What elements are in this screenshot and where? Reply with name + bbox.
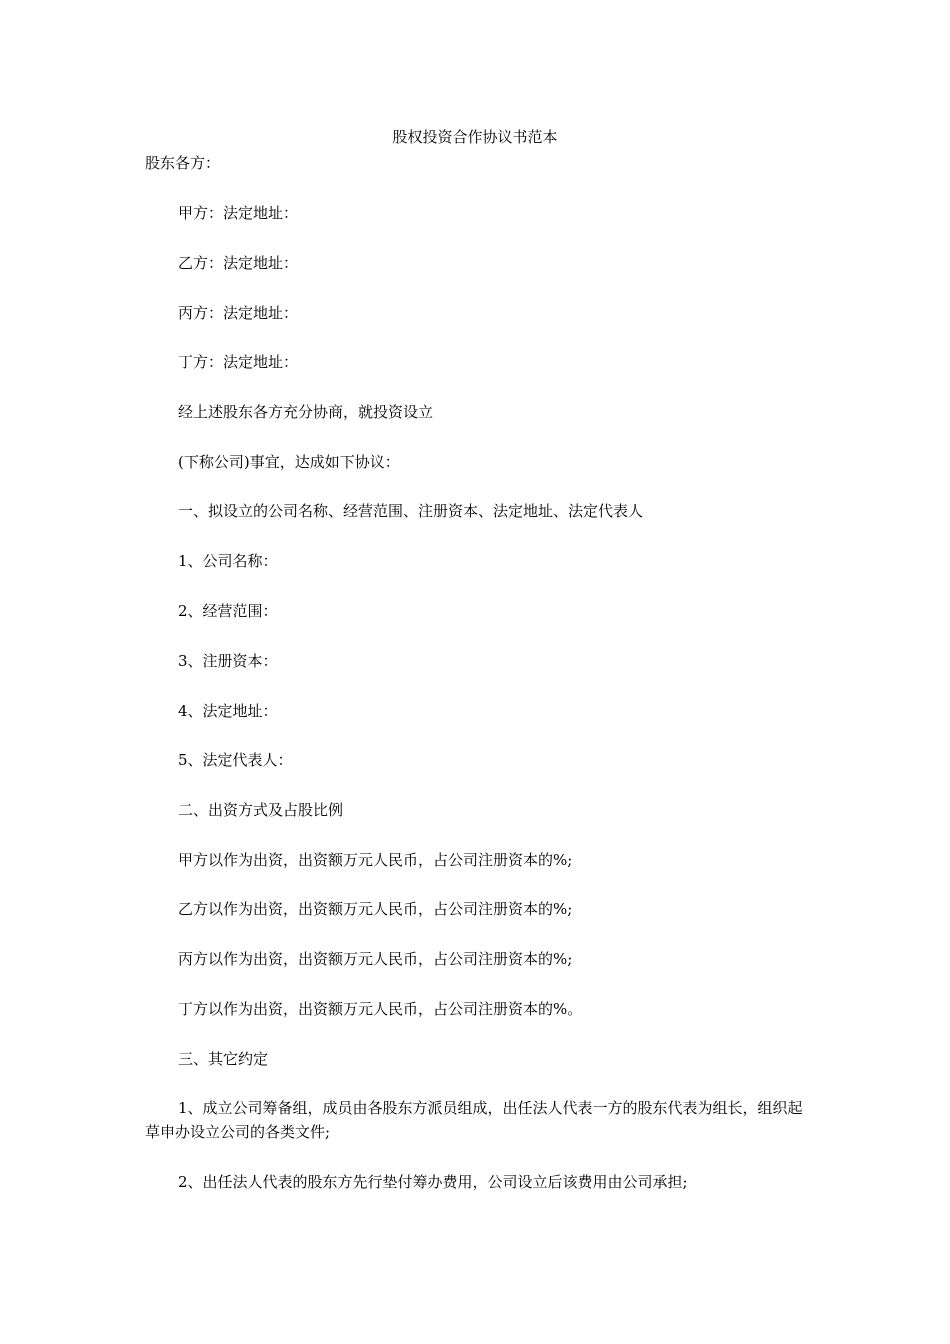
section-1-item: 4、法定地址： (178, 702, 278, 720)
party-b-line: 乙方：法定地址： (178, 254, 299, 272)
section-2-item: 乙方以作为出资，出资额万元人民币，占公司注册资本的%; (178, 900, 573, 918)
section-1-item: 3、注册资本： (178, 652, 278, 670)
section-3-heading: 三、其它约定 (178, 1050, 269, 1068)
section-3-item: 1、成立公司筹备组，成员由各股东方派员组成，出任法人代表一方的股东代表为组长，组织起草申办设立公司的各类文件; (145, 1099, 803, 1141)
section-2-item: 丁方以作为出资，出资额万元人民币，占公司注册资本的%。 (178, 1000, 583, 1018)
document-title: 股权投资合作协议书范本 (392, 128, 558, 146)
section-1-heading: 一、拟设立的公司名称、经营范围、注册资本、法定地址、法定代表人 (178, 502, 644, 520)
intro-line-1: 经上述股东各方充分协商，就投资设立 (178, 403, 434, 421)
section-1-item: 5、法定代表人： (178, 751, 293, 769)
section-2-item: 丙方以作为出资，出资额万元人民币，占公司注册资本的%; (178, 950, 573, 968)
party-a-line: 甲方：法定地址： (178, 204, 299, 222)
shareholders-heading: 股东各方： (145, 154, 221, 172)
party-d-line: 丁方：法定地址： (178, 353, 299, 371)
intro-line-2: (下称公司)事宜，达成如下协议： (178, 453, 400, 471)
section-2-item: 甲方以作为出资，出资额万元人民币，占公司注册资本的%; (178, 851, 573, 869)
party-c-line: 丙方：法定地址： (178, 304, 299, 322)
section-1-item: 1、公司名称： (178, 552, 278, 570)
section-3-item: 2、出任法人代表的股东方先行垫付筹办费用，公司设立后该费用由公司承担; (178, 1173, 688, 1191)
section-1-item: 2、经营范围： (178, 602, 278, 620)
section-2-heading: 二、出资方式及占股比例 (178, 801, 344, 819)
